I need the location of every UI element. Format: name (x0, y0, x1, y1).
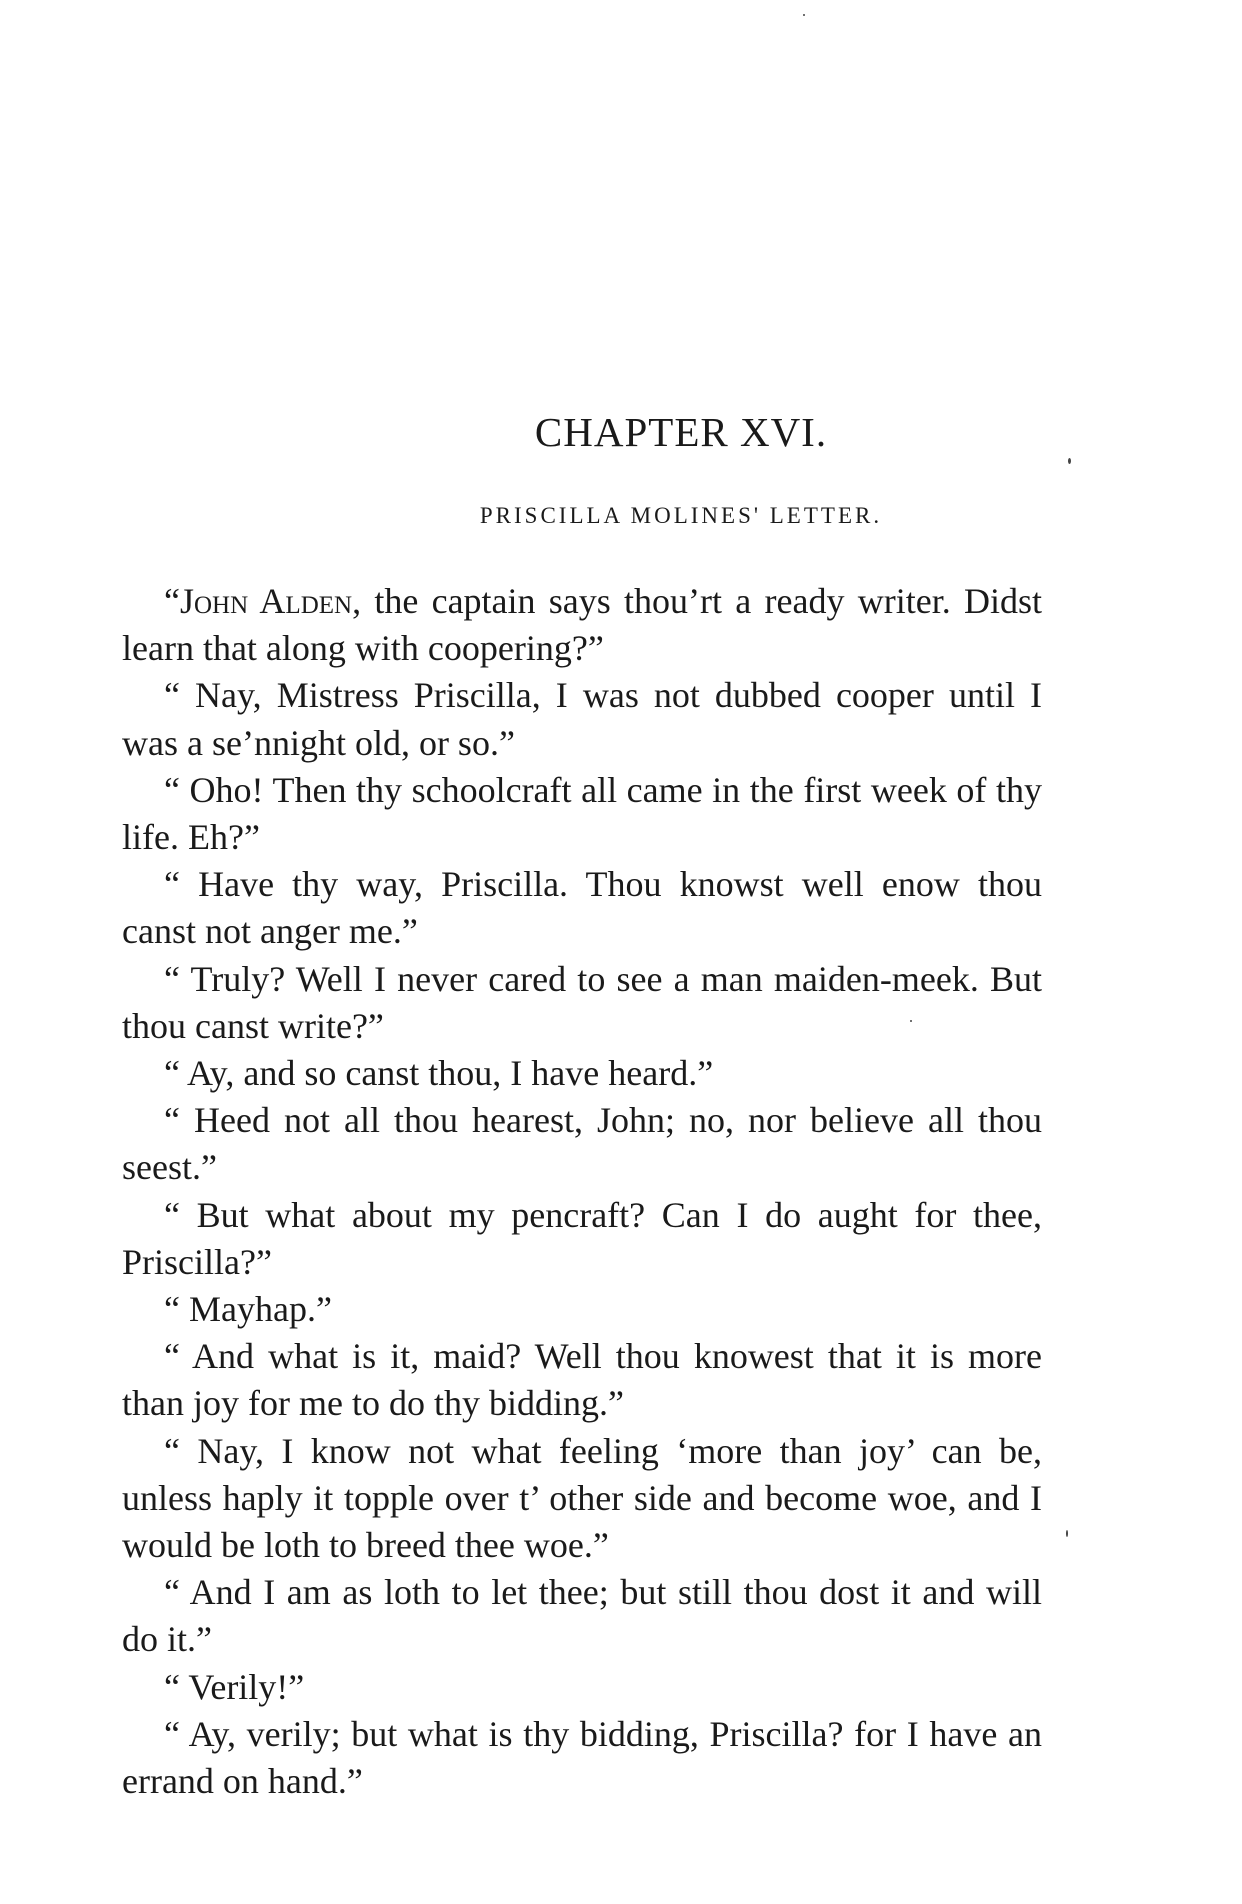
paragraph: “ But what about my pencraft? Can I do aught for thee, Priscilla?” (122, 1194, 1042, 1282)
chapter-subtitle: PRISCILLA MOLINES' LETTER. (479, 503, 883, 528)
paragraph: “ Oho! Then thy schoolcraft all came in the first week of thy life. Eh?” (122, 769, 1042, 858)
speaker-name: John Alden (179, 581, 353, 621)
paragraph: “ Have thy way, Priscilla. Thou knowst well enow thou canst not anger me.” (122, 864, 1042, 952)
scan-speck (1068, 458, 1071, 464)
paragraph: “ And I am as loth to let thee; but still thou dost it and will do it.” (122, 1572, 1042, 1660)
paragraph: “ Heed not all thou hearest, John; no, nor believe all thou seest.” (122, 1100, 1042, 1188)
paragraph-text: , the captain says thou’rt a ready writer. Didst learn that along with coopering?” (122, 581, 1042, 669)
scan-speck (1066, 1530, 1068, 1537)
paragraph: “ Verily!” (164, 1666, 305, 1707)
scan-speck (803, 14, 805, 16)
paragraph: “ Nay, Mistress Priscilla, I was not dubbed cooper until I was a se’nnight old, or so.” (122, 675, 1042, 763)
scan-speck (910, 1020, 912, 1022)
paragraph: “ Ay, and so canst thou, I have heard.” (164, 1053, 714, 1094)
paragraph (122, 578, 1042, 672)
paragraph: “ Ay, verily; but what is thy bidding, Priscilla? for I have an errand on hand.” (122, 1713, 1042, 1802)
quote-open: “ (164, 581, 180, 621)
chapter-body (122, 578, 1042, 1805)
paragraph: “ Truly? Well I never cared to see a man maiden-meek. But thou canst write?” (122, 958, 1042, 1046)
paragraph: “ Mayhap.” (164, 1289, 332, 1330)
paragraph: “ Nay, I know not what feeling ‘more than joy’ can be, unless haply it topple over t’ other side and become woe, and I would be loth to breed thee woe.” (122, 1430, 1042, 1566)
chapter-title: CHAPTER XVI. (534, 409, 828, 455)
paragraph: “ And what is it, maid? Well thou knowest that it is more than joy for me to do thy bidding.” (122, 1336, 1042, 1424)
